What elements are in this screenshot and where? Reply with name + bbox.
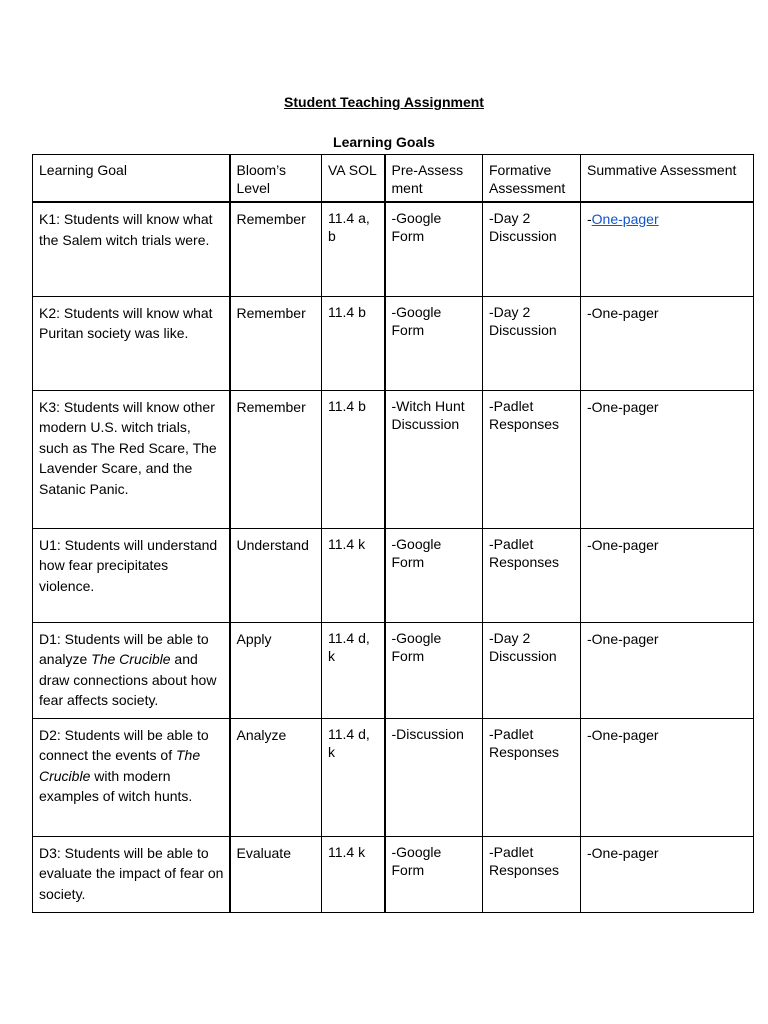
goal-cell: K2: Students will know what Puritan society was like. <box>33 296 230 390</box>
formative-cell <box>483 390 581 528</box>
formative-cell <box>483 718 581 836</box>
summative-cell: -One-pager <box>581 528 754 622</box>
pre-assessment-cell <box>385 296 483 390</box>
formative-text: -Padlet Responses <box>489 725 560 760</box>
goal-text-start: D1: Students will be able to analyze <box>39 630 209 667</box>
table-row <box>33 836 754 912</box>
goal-text-title: The Crucible <box>39 747 201 784</box>
pre-assessment-text: -Discussion <box>391 725 464 742</box>
goal-text-start: D2: Students will be able to connect the events of <box>39 726 209 763</box>
formative-text: -Day 2 Discussion <box>489 303 557 338</box>
blooms-cell: Remember <box>230 296 322 390</box>
blooms-cell: Remember <box>230 202 322 296</box>
goal-text-end: and draw connections about how fear affects society. <box>39 651 217 708</box>
pre-assessment-text: -Witch Hunt Discussion <box>391 397 465 432</box>
formative-text: -Day 2 Discussion <box>489 210 557 244</box>
formative-text: -Padlet Responses <box>489 397 560 432</box>
header-blooms-level: Bloom’s Level <box>230 155 322 203</box>
header-va-sol: VA SOL <box>322 155 385 203</box>
goal-cell <box>33 718 230 836</box>
pre-assessment-text: -Google Form <box>391 210 442 244</box>
table-row <box>33 718 754 836</box>
table-row <box>33 528 754 622</box>
learning-goals-table <box>32 154 754 913</box>
sol-cell <box>322 528 385 622</box>
pre-assessment-cell <box>385 390 483 528</box>
header-formative-assessment: Formative Assessment <box>483 155 581 203</box>
goal-cell <box>33 622 230 718</box>
pre-assessment-cell <box>385 202 483 296</box>
summative-cell: -One-pager <box>581 836 754 912</box>
pre-assessment-cell <box>385 836 483 912</box>
blooms-cell: Evaluate <box>230 836 322 912</box>
sol-text: 11.4 k <box>328 843 366 860</box>
summative-cell: -One-pager <box>581 390 754 528</box>
sol-text: 11.4 b <box>328 397 366 414</box>
pre-assessment-text: -Google Form <box>391 303 442 338</box>
sol-cell <box>322 622 385 718</box>
blooms-cell: Remember <box>230 390 322 528</box>
pre-assessment-text: -Google Form <box>391 843 442 878</box>
sol-text: 11.4 b <box>328 303 366 320</box>
summative-cell: -One-pager <box>581 718 754 836</box>
table-row <box>33 296 754 390</box>
goal-text-end: with modern examples of witch hunts. <box>39 767 193 804</box>
sol-cell <box>322 202 385 296</box>
goal-cell: D3: Students will be able to evaluate the impact of fear on society. <box>33 836 230 912</box>
summative-cell: -One-pager <box>581 622 754 718</box>
pre-assessment-text: -Google Form <box>391 535 442 570</box>
pre-assessment-cell <box>385 528 483 622</box>
formative-cell <box>483 296 581 390</box>
formative-cell <box>483 528 581 622</box>
table-title: Learning Goals <box>333 134 435 150</box>
sol-cell <box>322 296 385 390</box>
sol-cell <box>322 836 385 912</box>
sol-text: 11.4 a, b <box>328 210 370 244</box>
formative-text: -Day 2 Discussion <box>489 629 557 664</box>
summative-cell: -One-pager <box>581 296 754 390</box>
pre-assessment-text: -Google Form <box>391 629 442 664</box>
sol-text: 11.4 d, k <box>328 629 370 664</box>
table-header-row <box>33 155 754 203</box>
table-row <box>33 202 754 296</box>
summative-prefix: - <box>587 211 592 227</box>
blooms-cell: Apply <box>230 622 322 718</box>
formative-text: -Padlet Responses <box>489 535 560 570</box>
sol-text: 11.4 d, k <box>328 725 370 760</box>
summative-cell <box>581 202 754 296</box>
header-summative-assessment: Summative Assessment <box>581 155 754 203</box>
sol-cell <box>322 390 385 528</box>
pre-assessment-cell <box>385 718 483 836</box>
document-title: Student Teaching Assignment <box>284 94 484 110</box>
goal-text-title: The Crucible <box>91 651 171 667</box>
table-row <box>33 390 754 528</box>
header-learning-goal: Learning Goal <box>33 155 230 203</box>
pre-assessment-cell <box>385 622 483 718</box>
goal-cell: K1: Students will know what the Salem witch trials were. <box>33 202 230 296</box>
formative-cell <box>483 836 581 912</box>
sol-text: 11.4 k <box>328 535 366 552</box>
formative-cell <box>483 202 581 296</box>
goal-cell: K3: Students will know other modern U.S. witch trials, such as The Red Scare, The Lavender Scare, and the Satanic Panic. <box>33 390 230 528</box>
table-row <box>33 622 754 718</box>
blooms-cell: Analyze <box>230 718 322 836</box>
header-pre-assessment: Pre-Assess ment <box>385 155 483 203</box>
goal-cell: U1: Students will understand how fear precipitates violence. <box>33 528 230 622</box>
blooms-cell: Understand <box>230 528 322 622</box>
formative-text: -Padlet Responses <box>489 843 560 878</box>
formative-cell <box>483 622 581 718</box>
one-pager-link[interactable]: One-pager <box>591 211 659 227</box>
sol-cell <box>322 718 385 836</box>
